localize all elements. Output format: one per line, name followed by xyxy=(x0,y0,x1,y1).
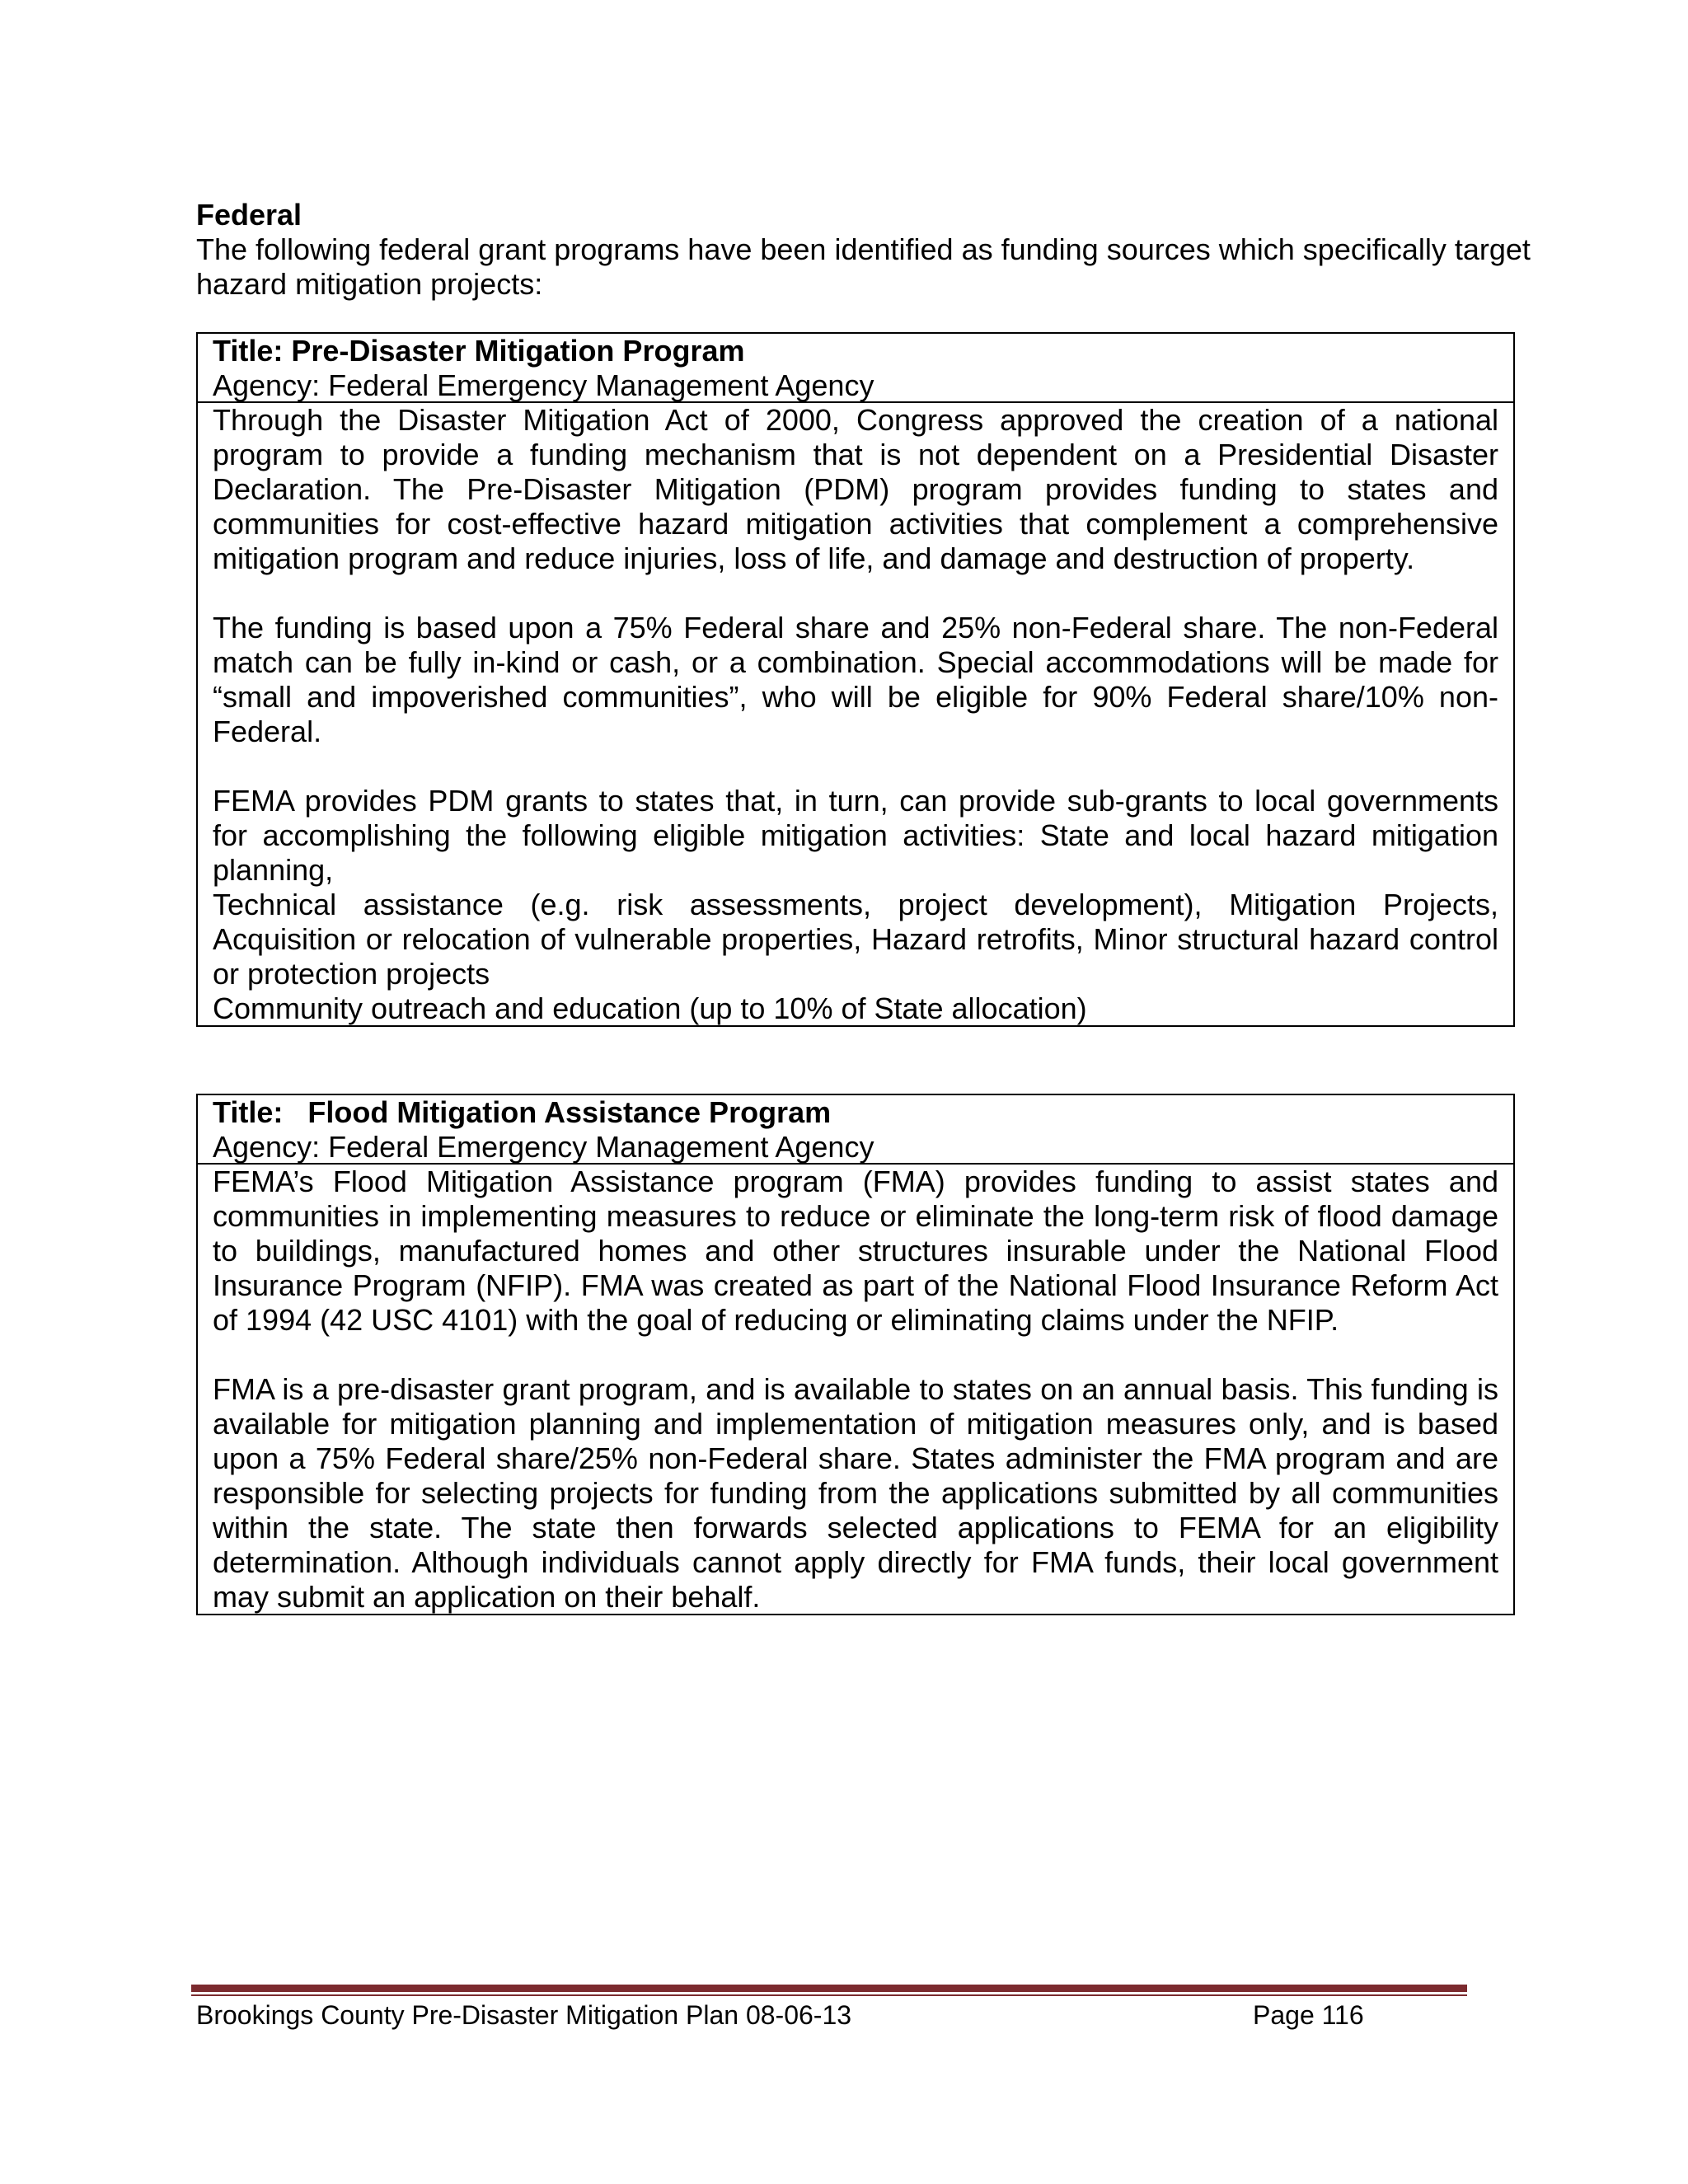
footer-page-number: Page 116 xyxy=(1253,2000,1364,2030)
grant-program-box-pdm xyxy=(196,332,1515,1027)
description-paragraph: The funding is based upon a 75% Federal share and 25% non-Federal share. The non-Federal match can be fully in-kind or cash, or a combination. Special accommodations will be made for “small and impoverished communities”, who will be eligible for 90% Federal share/10% non-Federal. xyxy=(213,611,1498,748)
description-paragraph: Community outreach and education (up to 10% of State allocation) xyxy=(213,991,1087,1025)
footer-rule xyxy=(191,1985,1467,1992)
grant-program-box-fma xyxy=(196,1094,1515,1615)
grant-program-agency: Agency: Federal Emergency Management Agency xyxy=(213,368,874,402)
grant-program-description xyxy=(198,403,1513,1026)
grant-program-agency: Agency: Federal Emergency Management Agency xyxy=(213,1130,874,1164)
description-paragraph: Through the Disaster Mitigation Act of 2000, Congress approved the creation of a national program to provide a funding mechanism that is not dependent on a Presidential Disaster Declaration. The Pre-Disaster Mitigation (PDM) program provides funding to states and communities for cost-effective hazard mitigation activities that complement a comprehensive mitigation program and reduce injuries, loss of life, and damage and destruction of property. xyxy=(213,403,1498,575)
grant-program-header xyxy=(198,1095,1513,1165)
description-paragraph: FMA is a pre-disaster grant program, and is available to states on an annual basis. This funding is available for mitigation planning and implementation of mitigation measures only, and is based upon a 75% Federal share/25% non-Federal share. States administer the FMA program and are responsible for selecting projects for funding from the applications submitted by all communities within the state. The state then forwards selected applications to FEMA for an eligibility determination. Although individuals cannot apply directly for FMA funds, their local government may submit an application on their behalf. xyxy=(213,1372,1498,1614)
footer-rule-thin xyxy=(191,1994,1467,1996)
grant-program-description xyxy=(198,1165,1513,1615)
description-paragraph: FEMA’s Flood Mitigation Assistance program (FMA) provides funding to assist states and communities in implementing measures to reduce or eliminate the long-term risk of flood damage to buildings, manufactured homes and other structures insurable under the National Flood Insurance Program (NFIP). FMA was created as part of the National Flood Insurance Reform Act of 1994 (42 USC 4101) with the goal of reducing or eliminating claims under the NFIP. xyxy=(213,1165,1498,1337)
grant-program-header xyxy=(198,334,1513,403)
description-paragraph: FEMA provides PDM grants to states that, in turn, can provide sub-grants to local governments for accomplishing the following eligible mitigation activities: State and local hazard mitigation planning, xyxy=(213,784,1498,887)
description-paragraph: Technical assistance (e.g. risk assessments, project development), Mitigation Projects, Acquisition or relocation of vulnerable properties, Hazard retrofits, Minor structural hazard control or protection projects xyxy=(213,888,1498,991)
grant-program-title: Title: Flood Mitigation Assistance Program xyxy=(213,1095,832,1129)
intro-paragraph: The following federal grant programs have been identified as funding sources which specifically target hazard mitigation projects: xyxy=(196,232,1531,301)
footer-document-title: Brookings County Pre-Disaster Mitigation Plan 08-06-13 xyxy=(196,2000,852,2030)
section-heading: Federal xyxy=(196,198,302,232)
grant-program-title: Title: Pre-Disaster Mitigation Program xyxy=(213,334,745,368)
